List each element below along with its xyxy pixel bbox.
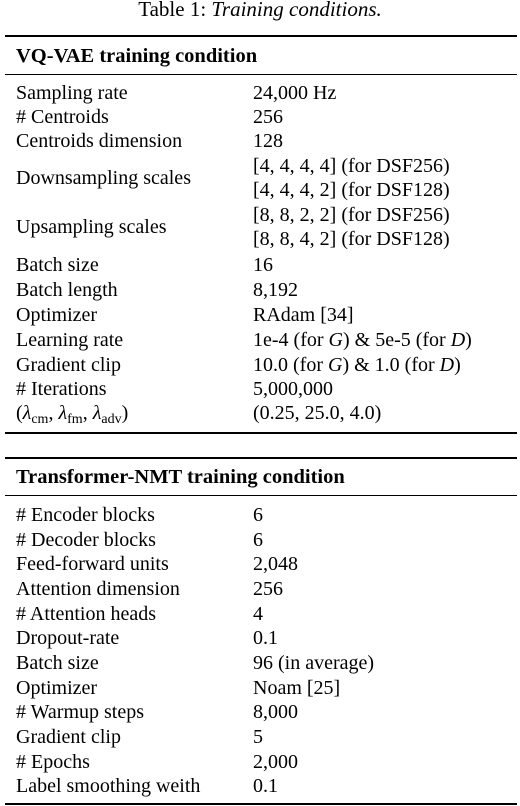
row-value: 24,000 Hz (253, 82, 337, 104)
row-value: 6 (253, 504, 263, 526)
row-value: 2,048 (253, 553, 298, 575)
row-label: Batch length (16, 279, 118, 301)
value-part: ) (454, 354, 461, 376)
row-label: Feed-forward units (16, 553, 169, 575)
row-value: 0.1 (253, 775, 278, 797)
lambda-symbol: λ (92, 402, 102, 424)
row-value-line: [8, 8, 2, 2] (for DSF256) (253, 204, 450, 226)
vqvae-row-downsampling-scales (16, 154, 516, 202)
row-value (253, 353, 461, 377)
nmt-section-title: Transformer-NMT training condition (16, 466, 345, 488)
row-label: # Encoder blocks (16, 504, 155, 526)
row-value: RAdam [34] (253, 304, 354, 326)
lambda-sub-adv: adv (101, 412, 122, 427)
row-label: Batch size (16, 652, 99, 674)
row-value: 0.1 (253, 627, 278, 649)
lambda-sub-fm: fm (67, 412, 83, 427)
row-label: Downsampling scales (16, 167, 191, 189)
vqvae-row-upsampling-scales (16, 203, 516, 251)
vqvae-section-title: VQ-VAE training condition (16, 45, 258, 67)
row-value (253, 154, 450, 202)
row-label: Attention dimension (16, 578, 180, 600)
row-value: 96 (in average) (253, 652, 375, 674)
row-label: # Attention heads (16, 603, 156, 625)
row-value: 256 (253, 578, 283, 600)
row-value-line: [4, 4, 4, 4] (for DSF256) (253, 155, 450, 177)
row-label: Optimizer (16, 304, 98, 326)
row-label: # Epochs (16, 751, 90, 773)
row-value (253, 328, 472, 352)
row-value: (0.25, 25.0, 4.0) (253, 402, 382, 424)
value-part: 10.0 (for (253, 354, 328, 376)
row-label: # Decoder blocks (16, 529, 156, 551)
row-value: 16 (253, 254, 273, 276)
row-label: Upsampling scales (16, 216, 167, 238)
value-part: ) & 5e-5 (for (342, 329, 451, 351)
math-var-g: G (328, 329, 343, 351)
top-rule (5, 35, 517, 37)
row-value: 6 (253, 529, 263, 551)
row-label: Gradient clip (16, 726, 121, 748)
vqvae-header-rule (5, 74, 517, 75)
row-value: 4 (253, 603, 263, 625)
nmt-bottom-rule (5, 803, 517, 805)
row-label: Gradient clip (16, 354, 121, 376)
math-var-d: D (450, 329, 466, 351)
value-part: ) (465, 329, 472, 351)
row-value: 8,000 (253, 701, 298, 723)
row-value: 128 (253, 130, 283, 152)
row-value: Noam [25] (253, 677, 341, 699)
row-value-line: [4, 4, 4, 2] (for DSF128) (253, 179, 450, 201)
row-label: Sampling rate (16, 82, 128, 104)
row-label: Optimizer (16, 677, 98, 699)
nmt-header-rule (5, 495, 517, 496)
vqvae-bottom-rule (5, 432, 517, 434)
nmt-top-rule (5, 457, 517, 459)
row-label: # Warmup steps (16, 701, 145, 723)
row-value: 8,192 (253, 279, 298, 301)
row-label: Batch size (16, 254, 99, 276)
row-value: 5 (253, 726, 263, 748)
value-part: 1e-4 (for (253, 329, 329, 351)
row-value: 5,000,000 (253, 378, 333, 400)
row-label: # Iterations (16, 378, 107, 400)
caption-prefix: Table 1: (138, 0, 212, 21)
value-part: ) & 1.0 (for (342, 354, 440, 376)
row-label: Dropout-rate (16, 627, 120, 649)
row-label: Label smoothing weith (16, 775, 201, 797)
row-value: 2,000 (253, 751, 298, 773)
row-value-line: [8, 8, 4, 2] (for DSF128) (253, 228, 450, 250)
row-value (253, 203, 450, 251)
row-label-math: ($\lambda_{cm}$, $\lambda_{fm}$, $\lambda_{adv}$) (16, 402, 129, 427)
math-var-d: D (439, 354, 455, 376)
table-caption (0, 0, 520, 22)
row-label: Learning rate (16, 329, 124, 351)
lambda-symbol: λ (22, 402, 32, 424)
row-label: Centroids dimension (16, 130, 183, 152)
row-label: # Centroids (16, 106, 109, 128)
row-value: 256 (253, 106, 283, 128)
caption-text: Training conditions. (211, 0, 382, 21)
lambda-sub-cm: cm (31, 412, 49, 427)
math-var-g: G (327, 354, 343, 376)
lambda-symbol: λ (58, 402, 68, 424)
